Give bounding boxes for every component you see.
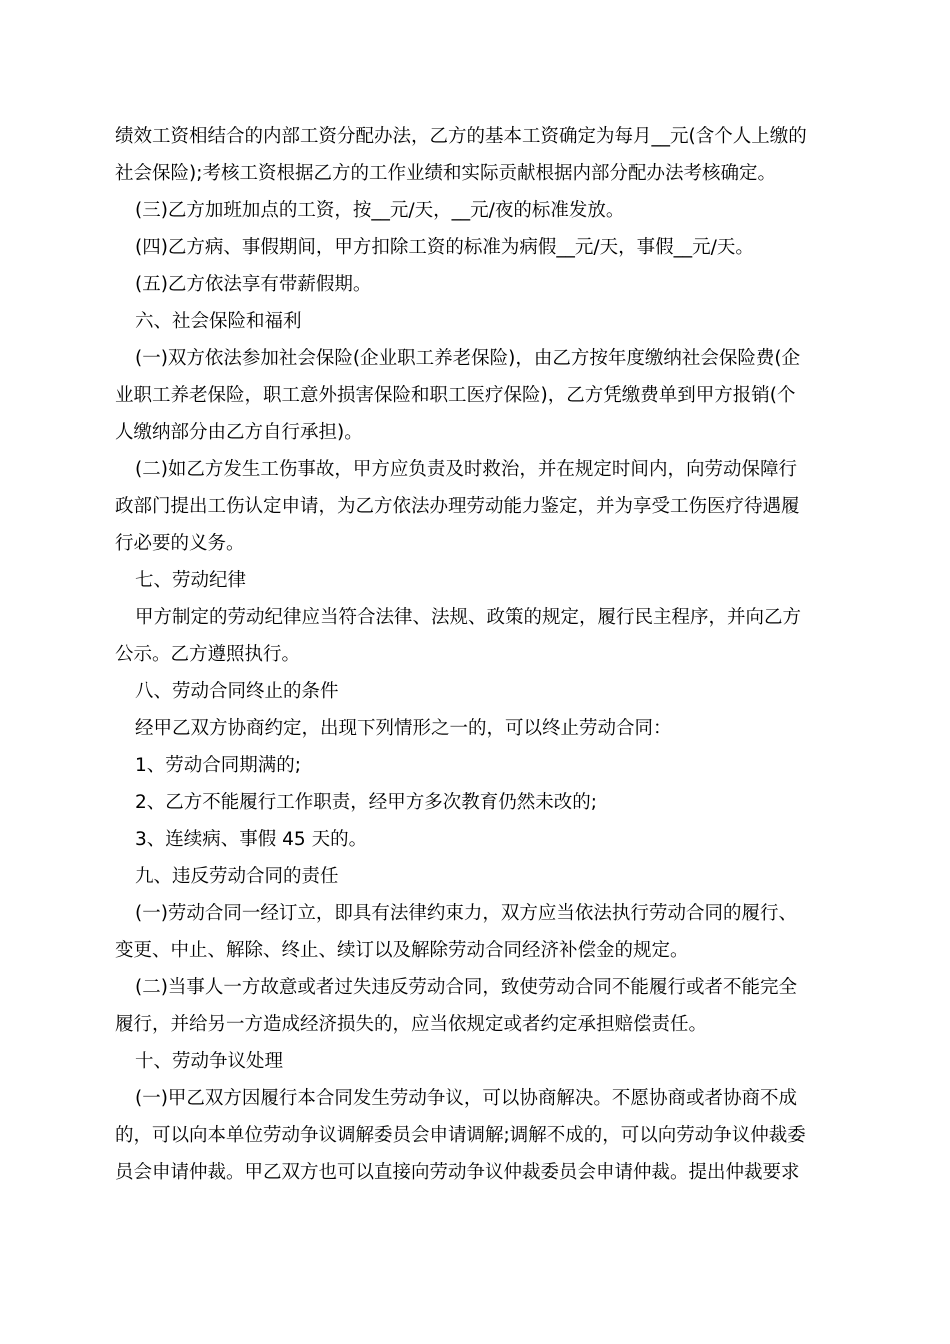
clause-line: (一)双方依法参加社会保险(企业职工养老保险)，由乙方按年度缴纳社会保险费(企 [135,348,801,369]
section-heading: 十、劳动争议处理 [135,1051,284,1072]
clause-line: (一)劳动合同一经订立，即具有法律约束力，双方应当依法执行劳动合同的履行、 [135,903,797,924]
section-heading: 八、劳动合同终止的条件 [135,681,339,702]
body-line: 行必要的义务。 [115,533,245,554]
section-heading: 九、违反劳动合同的责任 [135,866,339,887]
body-line: 变更、中止、解除、终止、续订以及解除劳动合同经济补偿金的规定。 [115,940,689,961]
list-item: 1、劳动合同期满的; [135,755,302,776]
clause-line: (一)甲乙双方因履行本合同发生劳动争议，可以协商解决。不愿协商或者协商不成 [135,1088,797,1109]
section-heading: 七、劳动纪律 [135,570,247,591]
body-line: 绩效工资相结合的内部工资分配办法，乙方的基本工资确定为每月__元(含个人上缴的 [115,126,807,147]
clause-line: (二)当事人一方故意或者过失违反劳动合同，致使劳动合同不能履行或者不能完全 [135,977,797,998]
list-item: 2、乙方不能履行工作职责，经甲方多次教育仍然未改的; [135,792,598,813]
body-line: 政部门提出工伤认定申请，为乙方依法办理劳动能力鉴定，并为享受工伤医疗待遇履 [115,496,800,517]
clause-line: (三)乙方加班加点的工资，按__元/天，__元/夜的标准发放。 [135,200,625,221]
list-item: 3、连续病、事假 45 天的。 [135,829,368,850]
body-line: 的，可以向本单位劳动争议调解委员会申请调解;调解不成的，可以向劳动争议仲裁委 [115,1125,806,1146]
body-line: 公示。乙方遵照执行。 [115,644,301,665]
body-line: 社会保险);考核工资根据乙方的工作业绩和实际贡献根据内部分配办法考核确定。 [115,163,776,184]
body-line: 业职工养老保险，职工意外损害保险和职工医疗保险)，乙方凭缴费单到甲方报销(个 [115,385,796,406]
document-body [115,118,837,1191]
body-line: 履行，并给另一方造成经济损失的，应当依规定或者约定承担赔偿责任。 [115,1014,708,1035]
clause-line: 甲方制定的劳动纪律应当符合法律、法规、政策的规定，履行民主程序，并向乙方 [135,607,802,628]
clause-line: (二)如乙方发生工伤事故，甲方应负责及时救治，并在规定时间内，向劳动保障行 [135,459,797,480]
clause-line: (四)乙方病、事假期间，甲方扣除工资的标准为病假__元/天，事假__元/天。 [135,237,754,258]
clause-line: (五)乙方依法享有带薪假期。 [135,274,372,295]
section-heading: 六、社会保险和福利 [135,311,302,332]
body-line: 人缴纳部分由乙方自行承担)。 [115,422,363,443]
clause-line: 经甲乙双方协商约定，出现下列情形之一的，可以终止劳动合同： [135,718,672,739]
body-line: 员会申请仲裁。甲乙双方也可以直接向劳动争议仲裁委员会申请仲裁。提出仲裁要求 [115,1162,800,1183]
